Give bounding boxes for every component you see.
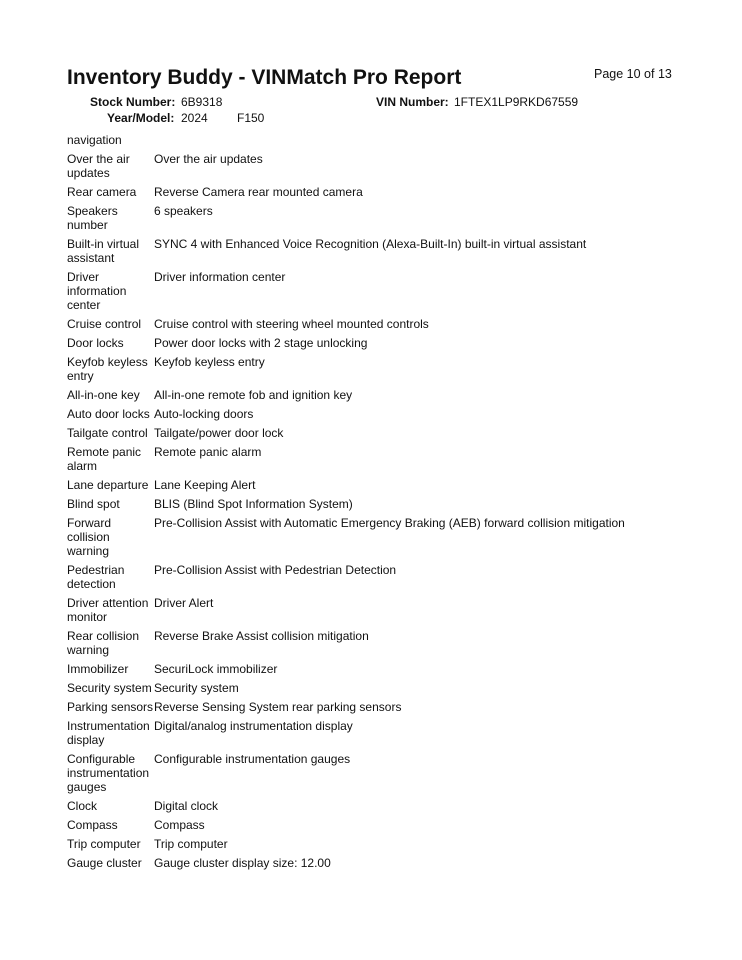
vin-number-label: VIN Number: [376, 95, 449, 109]
vin-number-value: 1FTEX1LP9RKD67559 [454, 95, 579, 109]
feature-value: Reverse Brake Assist collision mitigation [154, 629, 369, 643]
feature-value: Driver Alert [154, 596, 214, 610]
feature-row [67, 237, 727, 265]
feature-row [67, 719, 727, 747]
feature-name: Remote panic alarm [67, 445, 142, 473]
feature-row [67, 563, 727, 591]
feature-name: Driver attention monitor [67, 596, 149, 624]
feature-row [67, 856, 727, 870]
feature-value: Digital/analog instrumentation display [154, 719, 353, 733]
continued-text: navigation [67, 133, 122, 147]
feature-name: Security system [67, 681, 152, 695]
feature-row [67, 516, 727, 558]
feature-name: Compass [67, 818, 118, 832]
feature-name: Parking sensors [67, 700, 154, 714]
feature-name: Cruise control [67, 317, 142, 331]
feature-value: Pre-Collision Assist with Pedestrian Detection [154, 563, 397, 577]
feature-value: Reverse Camera rear mounted camera [154, 185, 363, 199]
feature-row [67, 336, 727, 350]
feature-row [67, 497, 727, 511]
model-value: F150 [237, 111, 265, 125]
feature-value: Digital clock [154, 799, 219, 813]
feature-name: Gauge cluster [67, 856, 142, 870]
feature-value: SYNC 4 with Enhanced Voice Recognition (Alexa-Built-In) built-in virtual assistant [154, 237, 587, 251]
feature-value: Reverse Sensing System rear parking sensors [154, 700, 402, 714]
feature-name: Tailgate control [67, 426, 148, 440]
feature-value: Keyfob keyless entry [154, 355, 265, 369]
feature-value: 6 speakers [154, 204, 213, 218]
feature-name: Rear camera [67, 185, 137, 199]
feature-name: Lane departure [67, 478, 149, 492]
feature-value: Tailgate/power door lock [154, 426, 284, 440]
feature-name: Trip computer [67, 837, 141, 851]
feature-name: Rear collision warning [67, 629, 140, 657]
stock-number-value: 6B9318 [181, 95, 223, 109]
feature-row [67, 596, 727, 624]
feature-row [67, 629, 727, 657]
feature-row [67, 818, 727, 832]
feature-row [67, 270, 727, 312]
feature-name: Forward collision warning [67, 516, 112, 558]
feature-name: Driver information center [67, 270, 127, 312]
feature-row [67, 185, 727, 199]
feature-row [67, 445, 727, 473]
feature-name: Pedestrian detection [67, 563, 125, 591]
feature-name: Blind spot [67, 497, 120, 511]
stock-number-label: Stock Number: [90, 95, 176, 109]
feature-value: Auto-locking doors [154, 407, 254, 421]
feature-row [67, 700, 727, 714]
feature-value: Gauge cluster display size: 12.00 [154, 856, 331, 870]
feature-row [67, 426, 727, 440]
feature-name: Auto door locks [67, 407, 150, 421]
feature-name: Door locks [67, 336, 124, 350]
year-value: 2024 [181, 111, 208, 125]
feature-row [67, 407, 727, 421]
feature-name: Configurable instrumentation gauges [67, 752, 150, 794]
feature-name: Keyfob keyless entry [67, 355, 148, 383]
feature-row [67, 317, 727, 331]
feature-value: Trip computer [154, 837, 228, 851]
feature-name: Clock [67, 799, 98, 813]
feature-name: Speakers number [67, 204, 118, 232]
feature-row [67, 799, 727, 813]
feature-row [67, 152, 727, 180]
feature-row [67, 204, 727, 232]
feature-list [67, 133, 727, 875]
feature-value: Remote panic alarm [154, 445, 262, 459]
feature-name: Immobilizer [67, 662, 129, 676]
feature-row [67, 662, 727, 676]
feature-value: Compass [154, 818, 205, 832]
feature-value: Security system [154, 681, 239, 695]
feature-value: Pre-Collision Assist with Automatic Emergency Braking (AEB) forward collision mitigation [154, 516, 625, 530]
feature-value: Over the air updates [154, 152, 263, 166]
feature-row [67, 478, 727, 492]
feature-name: All-in-one key [67, 388, 140, 402]
page-number: Page 10 of 13 [594, 67, 672, 81]
feature-value: Power door locks with 2 stage unlocking [154, 336, 368, 350]
feature-row [67, 837, 727, 851]
feature-value: Driver information center [154, 270, 286, 284]
feature-row [67, 388, 727, 402]
feature-name: Over the air updates [67, 152, 130, 180]
feature-value: Cruise control with steering wheel mounted controls [154, 317, 429, 331]
feature-value: BLIS (Blind Spot Information System) [154, 497, 353, 511]
feature-row [67, 752, 727, 794]
report-title: Inventory Buddy - VINMatch Pro Report [67, 66, 462, 89]
feature-value: SecuriLock immobilizer [154, 662, 278, 676]
feature-row [67, 355, 727, 383]
feature-name: Instrumentation display [67, 719, 150, 747]
year-model-label: Year/Model: [107, 111, 175, 125]
feature-name: Built-in virtual assistant [67, 237, 140, 265]
feature-row [67, 681, 727, 695]
feature-value: Lane Keeping Alert [154, 478, 256, 492]
feature-value: Configurable instrumentation gauges [154, 752, 351, 766]
feature-value: All-in-one remote fob and ignition key [154, 388, 353, 402]
